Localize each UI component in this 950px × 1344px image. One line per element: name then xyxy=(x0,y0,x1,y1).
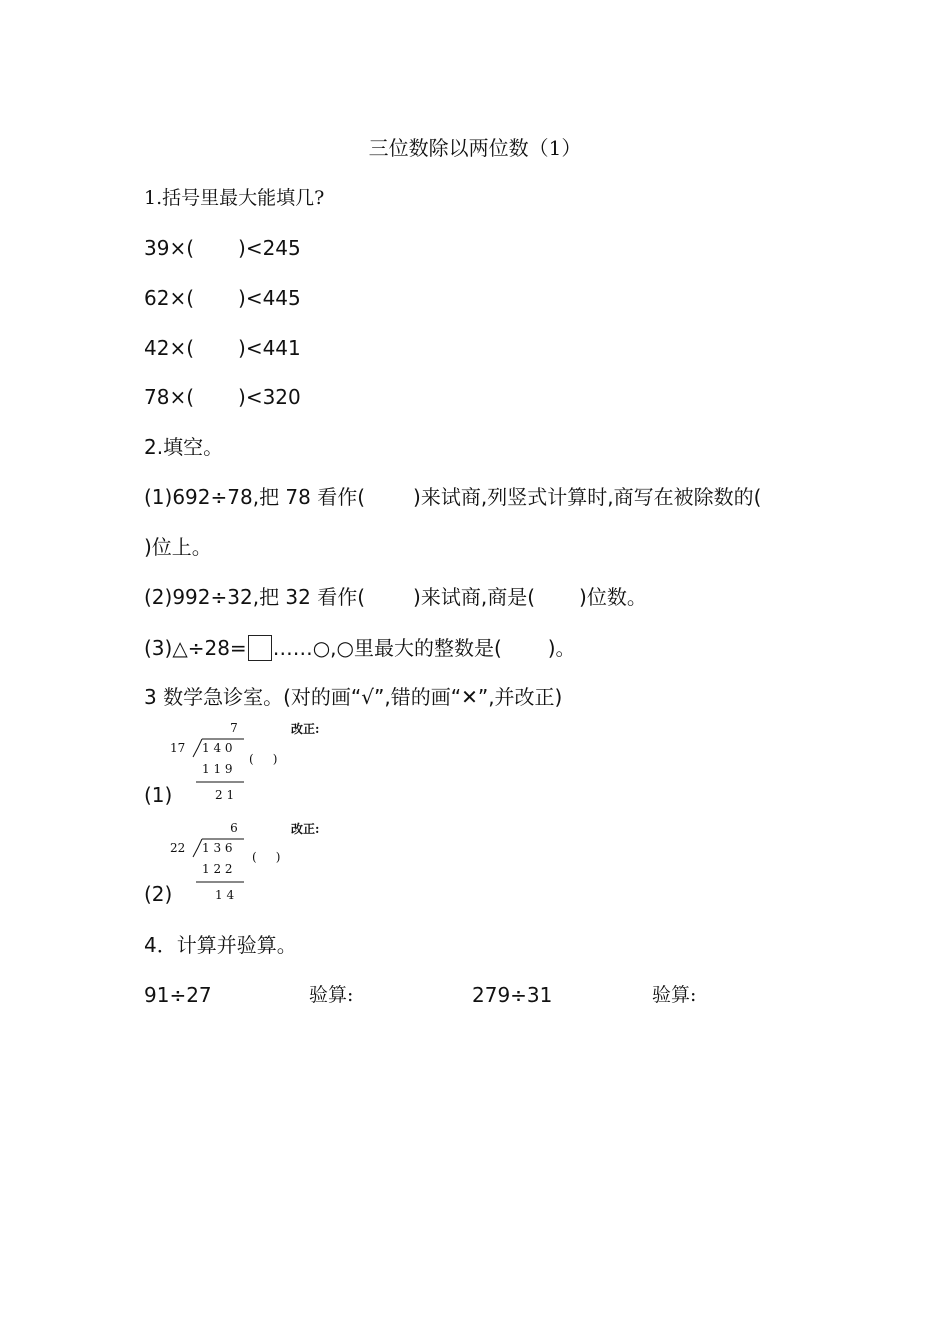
q1-heading: 1.括号里最大能填几? xyxy=(144,187,325,209)
q2-text: (1)692÷78,把 78 看作( xyxy=(144,485,366,509)
q1-item-left: 62×( xyxy=(144,286,195,310)
remainder: 1 4 xyxy=(215,888,235,902)
q1-item xyxy=(144,384,301,410)
division-bracket xyxy=(193,739,202,757)
product: 1 2 2 xyxy=(202,862,233,876)
q1-item-right: )<445 xyxy=(238,286,301,310)
product: 1 1 9 xyxy=(202,762,233,776)
long-division-1 xyxy=(160,716,360,806)
calc-problem-1: 91÷27 xyxy=(144,983,212,1007)
q1-item-right: )<245 xyxy=(238,236,301,260)
q3-heading: 3 数学急诊室。(对的画“√”,错的画“✕”,并改正) xyxy=(144,685,563,709)
q4-heading: 4．计算并验算。 xyxy=(144,933,297,957)
q2-text: )来试商,商是( xyxy=(413,585,536,609)
check-label-1: 验算: xyxy=(309,984,354,1006)
q2-part1-line2: )位上。 xyxy=(144,535,212,559)
page-title: 三位数除以两位数（1） xyxy=(368,136,582,160)
division-bracket xyxy=(193,839,202,857)
long-division-svg xyxy=(160,716,360,806)
divisor: 17 xyxy=(170,741,186,755)
q2-text: ……○,○里最大的整数是( xyxy=(272,636,502,660)
calc-problem-2: 279÷31 xyxy=(472,983,553,1007)
q1-item xyxy=(144,235,301,261)
remainder: 2 1 xyxy=(215,788,235,802)
quotient: 6 xyxy=(230,821,238,835)
quotient: 7 xyxy=(230,721,238,735)
correction-label: 改正: xyxy=(291,822,320,836)
long-division-svg xyxy=(160,816,360,906)
long-division-2 xyxy=(160,816,360,906)
check-label-2: 验算: xyxy=(652,984,697,1006)
q1-item xyxy=(144,335,301,361)
square-box[interactable] xyxy=(248,635,272,661)
judgement-paren[interactable]: ( ) xyxy=(252,850,281,864)
q1-item-left: 42×( xyxy=(144,336,195,360)
q1-item xyxy=(144,285,301,311)
q2-part1-line1 xyxy=(144,484,761,510)
problem-number: (1) xyxy=(144,783,173,807)
dividend: 1 4 0 xyxy=(202,741,233,755)
dividend: 1 3 6 xyxy=(202,841,233,855)
q1-item-left: 39×( xyxy=(144,236,195,260)
q1-item-right: )<320 xyxy=(238,385,301,409)
problem-number: (2) xyxy=(144,882,173,906)
q2-heading: 2.填空。 xyxy=(144,435,224,459)
q2-text: (2)992÷32,把 32 看作( xyxy=(144,585,366,609)
divisor: 22 xyxy=(170,841,186,855)
q2-text: )来试商,列竖式计算时,商写在被除数的( xyxy=(413,485,762,509)
q2-part3 xyxy=(144,635,576,661)
q1-item-left: 78×( xyxy=(144,385,195,409)
correction-label: 改正: xyxy=(291,722,320,736)
q2-text: )。 xyxy=(547,636,576,660)
q2-part2 xyxy=(144,584,647,610)
q1-item-right: )<441 xyxy=(238,336,301,360)
q2-text: (3)△÷28= xyxy=(144,636,247,660)
q2-text: )位数。 xyxy=(579,585,647,609)
judgement-paren[interactable]: ( ) xyxy=(249,752,278,766)
